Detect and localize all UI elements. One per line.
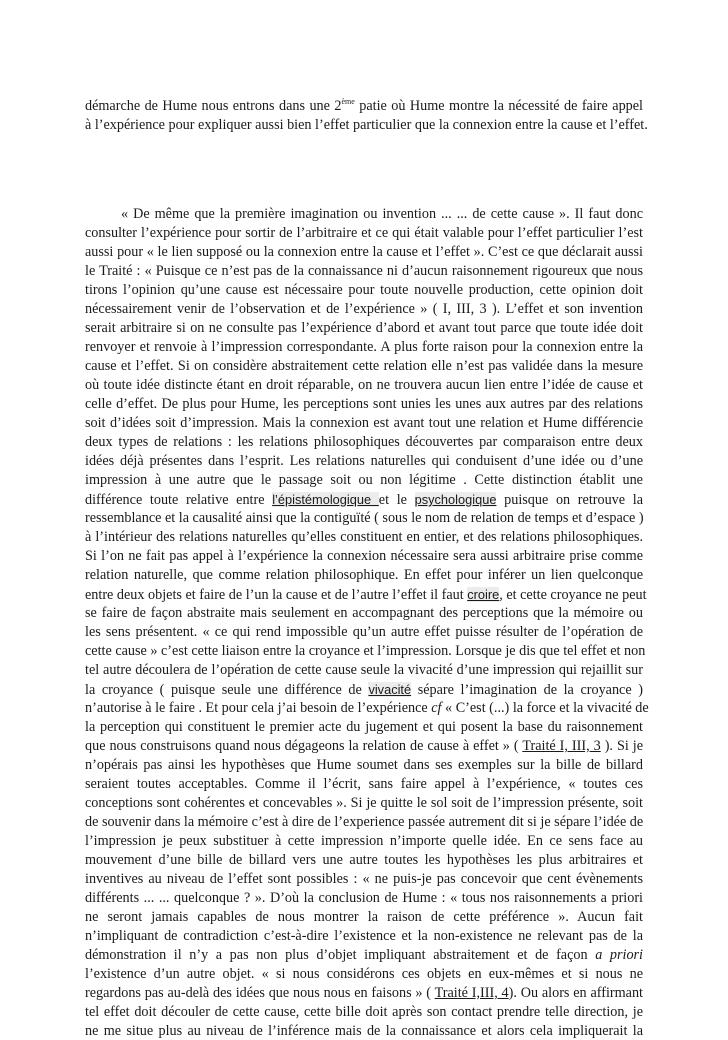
text-line: deux types de relations : les relations philosophiques découvertes par comparaison entre deux [85,434,643,450]
text-line: tel autre découlera de l’opération de cette cause seule la vivacité d’une impression qui rejaillit sur [85,662,643,678]
text-line: mouvement d’une bille de billard vers une autre toutes les hypothèses les plus arbitraires et [85,852,643,868]
text-line: tirons l’opinion qu’une cause est nécessaire pour toute nouvelle production, cette opinion doit [85,282,643,298]
text-span: ). Si je [600,738,643,754]
text-line: idées déjà présentes dans l’esprit. Les relations naturelles qui conduisent d’une idée ou d’une [85,453,643,469]
epistemologique-link[interactable]: l’épistémologique [272,492,379,507]
text-line: de souvenir dans la mémoire c’est à dire de l’experience passée autrement dit si je sépare l’idée de [85,814,644,830]
text-line: tel effet doit découler de cette cause, cette bille doit après son contact prendre telle direction, je [85,1004,643,1020]
text-span: et le [378,492,415,508]
text-line: nécessairement venir de l’observation et de l’expérience » ( I, III, 3 ). L’effet et son invention [85,301,643,317]
text-line: se faire de façon abstraite mais seulement en accompagnant des perceptions que la mémoire ou [85,605,643,621]
text-line: ressemblance et la causalité ainsi que la contiguïté ( sous le nom de relation de temps et d’espace ) [85,510,644,526]
italic-a-priori: a priori [595,947,643,963]
text-line: impression à une autre que le passage soit ou non légitime . Cette distinction établit une [85,472,643,488]
text-line: à l’expérience pour expliquer aussi bien l’effet particulier que la connexion entre la cause et l’effet. [85,117,648,133]
text-span: démarche de Hume nous entrons dans une 2 [85,98,342,114]
superscript: ème [341,97,355,106]
text-line: n’opérais pas ainsi les hypothèses que Hume soumet dans ses exemples sur la bille de billard [85,757,643,773]
text-line: soit d’idées soit d’impression. Mais la connexion est avant tout une relation et Hume différencie [85,415,643,431]
text-line: ne me situe plus au niveau de l’inférence mais de la connaissance et alors cela impliquerait la [85,1023,643,1039]
traite-reference-link[interactable]: Traité I, III, 3 [522,738,601,754]
text-line [85,700,649,717]
text-line: renvoyer et renvoie à l’impression correspondante. A plus forte raison pour la connexion entre la [85,339,643,355]
text-span: ). Ou alors en affirmant [508,985,643,1001]
text-line: les sens présentent. « ce qui rend impossible qu’un autre effet puisse résulter de l’opération de [85,624,643,640]
text-line: Si l’on ne fait pas appel à l’expérience la connexion nécessaire sera aussi arbitraire prise comme [85,548,643,564]
text-line: ne seront jamais capables de nous montrer la raison de cette préférence ». Aucun fait [85,909,643,925]
text-span: , et cette croyance ne peut [499,587,647,603]
text-line: cette cause » c’est cette liaison entre la croyance et l’impression. Lorsque je dis que tel effet et non [85,643,646,659]
text-span: sépare l’imagination de la croyance ) [411,682,643,698]
text-line: consulter l’expérience pour sortir de l’arbitraire et ce qui était valable pour l’effet particulier l’est [85,225,643,241]
text-span: « C’est (...) la force et la vivacité de [441,700,649,716]
psychologique-link[interactable]: psychologique [414,492,497,507]
text-line: cause et l’effet. Si on considère abstraitement cette relation elle n’est pas validée dans la mesure [85,358,643,374]
croire-link[interactable]: croire [467,587,500,602]
text-line: relation naturelle, que comme relation philosophique. En effet pour inférer un lien quelconque [85,567,643,583]
text-line: la perception qui constituent le premier acte du jugement et qui posent la base du raisonnement [85,719,643,735]
text-line: l’existence d’un autre objet. « si nous considérons ces objets en eux-mêmes et si nous ne [85,966,643,982]
text-span: différence toute relative entre [85,492,273,508]
text-line: celle d’effet. De plus pour Hume, les perceptions sont unies les unes aux autres par des relations [85,396,643,412]
text-line: serait arbitraire si on ne consulte pas l’expérience d’abord et avant tout parce que toute idée doit [85,320,643,336]
text-line: où toute idée distincte étant en droit réparable, on ne trouvera aucun lien entre l’idée de cause et [85,377,643,393]
text-line: seraient toutes acceptables. Comme il l’écrit, sans faire appel à l’expérience, « toutes ces [85,776,643,792]
text-line: l’impression je peux substituer à cette impression n’importe quelle idée. En ce sens face au [85,833,643,849]
text-span: que nous construisons quand nous dégageons la relation de cause à effet » ( [85,738,523,754]
text-line: aussi pour « le lien supposé ou la connexion entre la cause et l’effet ». C’est ce que déclarait aussi [85,244,643,260]
text-line [85,681,643,699]
text-span: patie où Hume montre la nécessité de faire appel [354,98,643,114]
text-line [85,586,647,604]
text-span: regardons pas au-delà des idées que nous nous en faisons » ( [85,985,435,1001]
text-span: puisque on retrouve la [496,492,643,508]
text-line [85,738,643,755]
text-line [85,985,643,1002]
text-line: le Traité : « Puisque ce n’est pas de la connaissance ni d’aucun raisonnement rigoureux que nous [85,263,643,279]
text-line: conceptions sont cohérentes et concevables ». Si je quitte le sol soit de l’impression présente, soit [85,795,643,811]
text-span: n’autorise à le faire . Et pour cela j’ai besoin de l’expérience [85,700,432,716]
text-span: entre deux objets et faire de l’un la cause et de l’autre l’effet il faut [85,587,468,603]
text-span: démonstration il n’y a pas non plus d’objet impliquant abstraitement et de façon [85,947,596,963]
text-line: différents ... ... quelconque ? ». D’où la conclusion de Hume : « tous nos raisonnements a priori [85,890,643,906]
text-line [85,491,643,509]
text-line: n’impliquant de contradiction c’est-à-dire l’existence et la non-existence ne relevant pas de la [85,928,643,944]
text-line: à l’intérieur des relations naturelles qu’elles constituent en entier, et des relations philosophiques. [85,529,643,545]
text-line [85,98,643,116]
vivacite-link[interactable]: vivacité [368,682,412,697]
italic-cf: cf [431,700,442,716]
text-span: la croyance ( puisque seule une différence de [85,682,369,698]
traite-reference-link[interactable]: Traité I,III, 4 [434,985,509,1001]
text-line [85,947,643,964]
text-line: « De même que la première imagination ou invention ... ... de cette cause ». Il faut donc [121,206,643,222]
text-line: inventives au niveau de l’effet sont possibles : « ne puis-je pas concevoir que cent évènements [85,871,643,887]
